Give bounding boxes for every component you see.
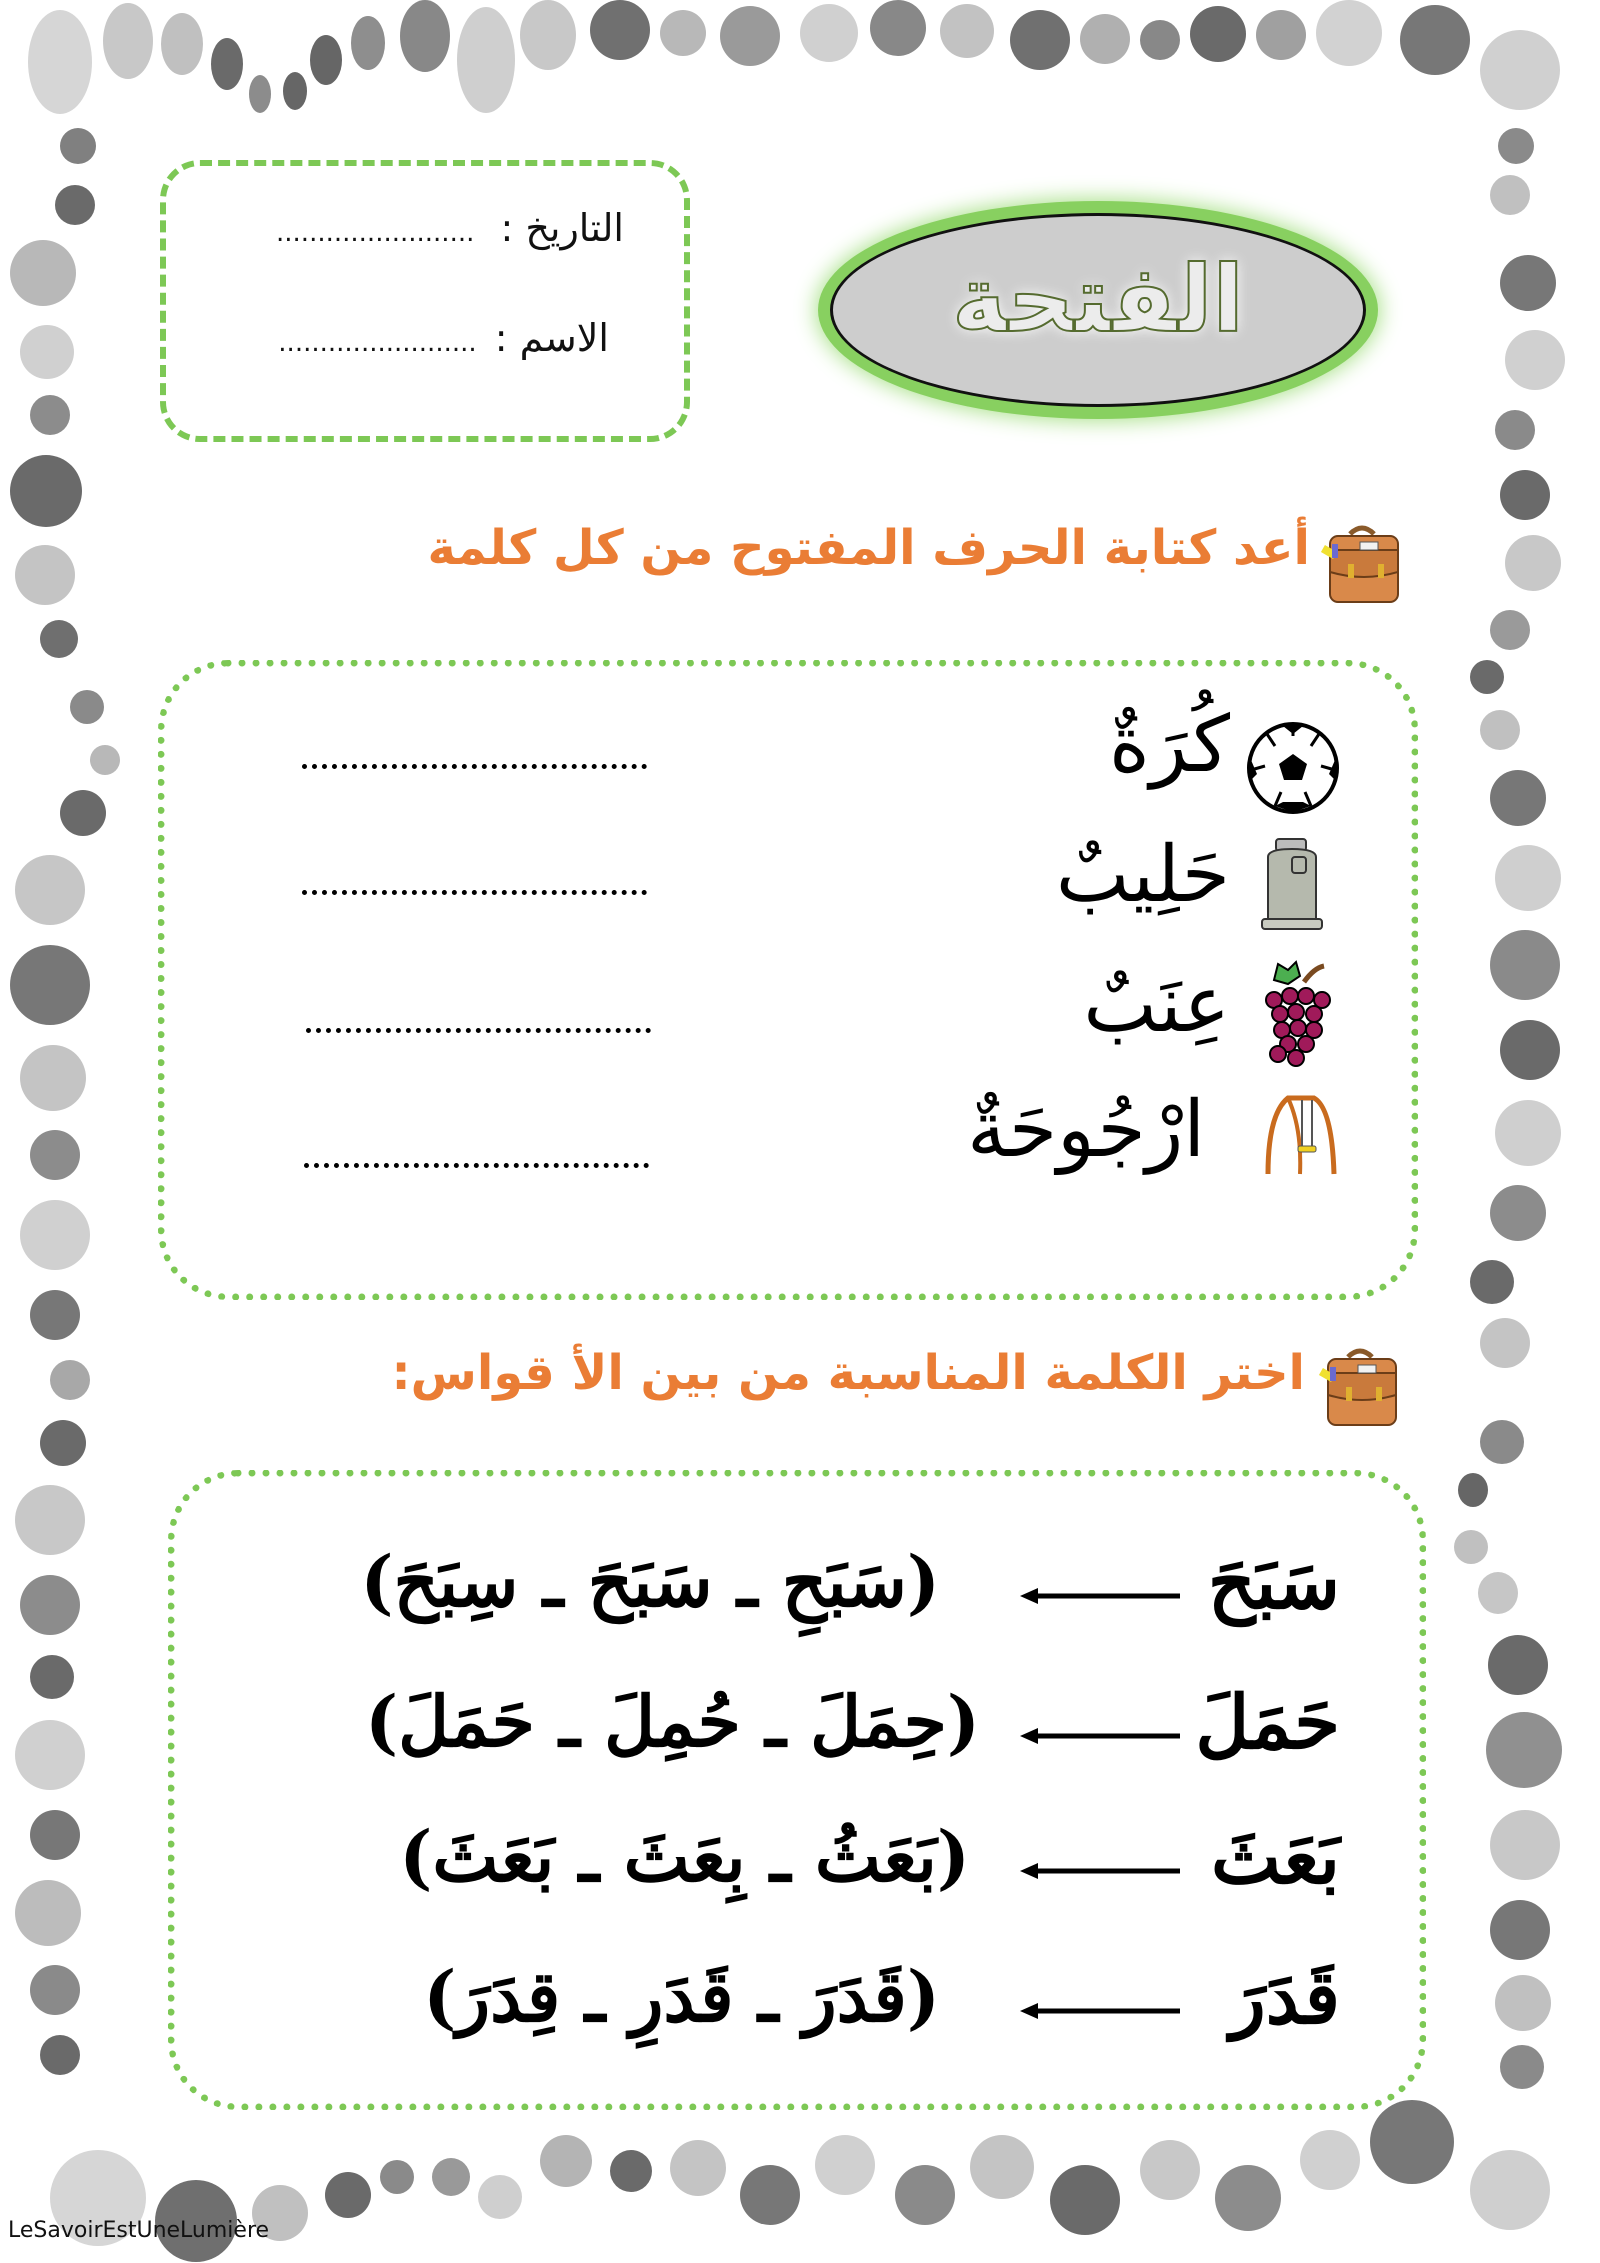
border-dot <box>325 2172 371 2218</box>
choice-options[interactable]: (قَدَرَ ـ قَدَرِ ـ قِدَرَ) <box>423 1955 940 2038</box>
border-dot <box>1490 175 1530 215</box>
choice-row <box>300 1815 1340 1925</box>
border-dot <box>940 4 994 58</box>
choice-row <box>300 1955 1340 2065</box>
date-field[interactable]: ........................ <box>276 218 475 248</box>
milk-can-icon <box>1258 835 1328 939</box>
border-dot <box>380 2160 414 2194</box>
border-dot <box>15 1880 81 1946</box>
choice-target-word: قَدَرَ <box>1230 1955 1340 2041</box>
border-dot <box>1490 1810 1560 1880</box>
border-dot <box>1316 0 1382 66</box>
choice-row <box>300 1680 1340 1790</box>
choice-target-word: سَبَحَ <box>1207 1540 1340 1626</box>
border-dot <box>1495 1100 1561 1166</box>
student-info-box <box>160 160 690 442</box>
border-dot <box>590 0 650 60</box>
border-dot <box>28 10 92 114</box>
exercise-1-instruction: أعد كتابة الحرف المفتوح من كل كلمة <box>427 520 1310 576</box>
border-dot <box>1470 2150 1550 2230</box>
name-field[interactable]: ........................ <box>278 328 477 358</box>
border-dot <box>1010 10 1070 70</box>
border-dot <box>103 3 153 79</box>
border-dot <box>1454 1530 1488 1564</box>
border-dot <box>30 395 70 435</box>
border-dot <box>1495 845 1561 911</box>
border-dot <box>478 2175 522 2219</box>
border-dot <box>1080 14 1130 64</box>
border-dot <box>1256 10 1306 60</box>
arrow-left-icon <box>1020 1726 1180 1746</box>
border-dot <box>432 2158 470 2196</box>
grapes-icon <box>1258 960 1338 1074</box>
border-dot <box>30 1810 80 1860</box>
border-dot <box>351 16 385 70</box>
border-dot <box>1488 1635 1548 1695</box>
border-dot <box>1490 1900 1550 1960</box>
border-dot <box>10 455 82 527</box>
border-dot <box>15 545 75 605</box>
border-dot <box>1486 1712 1562 1788</box>
border-dot <box>520 0 576 70</box>
border-dot <box>800 4 858 62</box>
exercise-1-word: عِنَبٌ <box>1083 960 1230 1050</box>
border-dot <box>40 620 78 658</box>
border-dot <box>1480 1420 1524 1464</box>
choice-options[interactable]: (سَبَحِ ـ سَبَحَ ـ سِبَحَ) <box>360 1540 940 1623</box>
border-dot <box>55 185 95 225</box>
border-dot <box>15 1720 85 1790</box>
border-dot <box>1490 770 1546 826</box>
answer-line[interactable] <box>306 1028 651 1033</box>
border-dot <box>660 10 706 56</box>
exercise-1-word: ارْجُوحَةٌ <box>967 1085 1205 1175</box>
border-dot <box>1495 1975 1551 2031</box>
border-dot <box>1500 1020 1560 1080</box>
border-dot <box>1370 2100 1454 2184</box>
arrow-left-icon <box>1020 2001 1180 2021</box>
border-dot <box>1215 2165 1281 2231</box>
border-dot <box>20 1575 80 1635</box>
border-dot <box>610 2150 652 2192</box>
border-dot <box>40 2035 80 2075</box>
border-dot <box>970 2135 1034 2199</box>
border-dot <box>211 38 243 90</box>
border-dot <box>1500 255 1556 311</box>
name-label: الاسم : <box>494 316 609 360</box>
border-dot <box>815 2135 875 2195</box>
border-dot <box>50 1360 90 1400</box>
border-dot <box>161 13 203 75</box>
border-dot <box>1490 1185 1546 1241</box>
exercise-1-word: كُرَةٌ <box>1108 700 1230 790</box>
exercise-1-word: حَلِيبٌ <box>1055 830 1230 920</box>
border-dot <box>1140 2140 1200 2200</box>
border-dot <box>60 128 96 164</box>
swing-icon <box>1262 1090 1338 1180</box>
border-dot <box>1498 128 1534 164</box>
arrow-left-icon <box>1020 1861 1180 1881</box>
border-dot <box>1480 710 1520 750</box>
choice-target-word: حَمَلَ <box>1195 1680 1340 1766</box>
border-dot <box>283 72 307 110</box>
date-row <box>276 206 624 250</box>
border-dot <box>1495 410 1535 450</box>
answer-line[interactable] <box>304 1163 649 1168</box>
border-dot <box>1470 660 1504 694</box>
border-dot <box>249 75 271 113</box>
choice-options[interactable]: (بَعَثُ ـ بِعَثَ ـ بَعَثَ) <box>399 1815 970 1898</box>
border-dot <box>870 0 926 56</box>
choice-row <box>300 1540 1340 1650</box>
border-dot <box>15 855 85 925</box>
border-dot <box>1050 2165 1120 2235</box>
border-dot <box>70 690 104 724</box>
border-dot <box>60 790 106 836</box>
border-dot <box>1505 330 1565 390</box>
arrow-left-icon <box>1020 1586 1180 1606</box>
choice-target-word: بَعَثَ <box>1211 1815 1340 1901</box>
date-label: التاريخ : <box>500 206 624 250</box>
border-dot <box>1500 470 1550 520</box>
border-dot <box>15 1485 85 1555</box>
border-dot <box>1470 1260 1514 1304</box>
border-dot <box>1490 610 1530 650</box>
border-dot <box>540 2135 592 2187</box>
border-dot <box>895 2165 955 2225</box>
border-dot <box>10 240 76 306</box>
border-dot <box>310 35 342 85</box>
border-dot <box>30 1655 74 1699</box>
exercise-2-instruction: اختر الكلمة المناسبة من بين الأ قواس: <box>391 1345 1305 1401</box>
choice-options[interactable]: (حِمَلَ ـ حُمِلَ ـ حَمَلَ) <box>365 1680 980 1763</box>
schoolbag-icon <box>1318 1343 1404 1435</box>
border-dot <box>720 6 780 66</box>
border-dot <box>20 1045 86 1111</box>
border-dot <box>670 2140 726 2196</box>
border-dot <box>740 2165 800 2225</box>
border-dot <box>90 745 120 775</box>
border-dot <box>20 325 74 379</box>
border-dot <box>30 1290 80 1340</box>
border-dot <box>10 945 90 1025</box>
answer-line[interactable] <box>302 890 647 895</box>
answer-line[interactable] <box>302 764 647 769</box>
border-dot <box>1480 30 1560 110</box>
border-dot <box>1300 2130 1360 2190</box>
border-dot <box>20 1200 90 1270</box>
title-banner <box>830 213 1366 407</box>
border-dot <box>1505 535 1561 591</box>
schoolbag-icon <box>1320 520 1406 612</box>
soccer-ball-icon <box>1245 720 1341 820</box>
border-dot <box>40 1420 86 1466</box>
border-dot <box>1190 6 1246 62</box>
border-dot <box>30 1130 80 1180</box>
border-dot <box>1500 2045 1544 2089</box>
border-dot <box>1478 1572 1518 1614</box>
border-dot <box>400 0 450 72</box>
border-dot <box>457 7 515 113</box>
border-dot <box>1400 5 1470 75</box>
border-dot <box>1458 1473 1488 1507</box>
name-row <box>278 316 609 360</box>
border-dot <box>30 1965 80 2015</box>
border-dot <box>1490 930 1560 1000</box>
border-dot <box>1480 1318 1530 1368</box>
border-dot <box>1140 20 1180 60</box>
page-title: الفتحة <box>952 246 1244 353</box>
footer-credit: LeSavoirEstUneLumière <box>8 2218 270 2243</box>
